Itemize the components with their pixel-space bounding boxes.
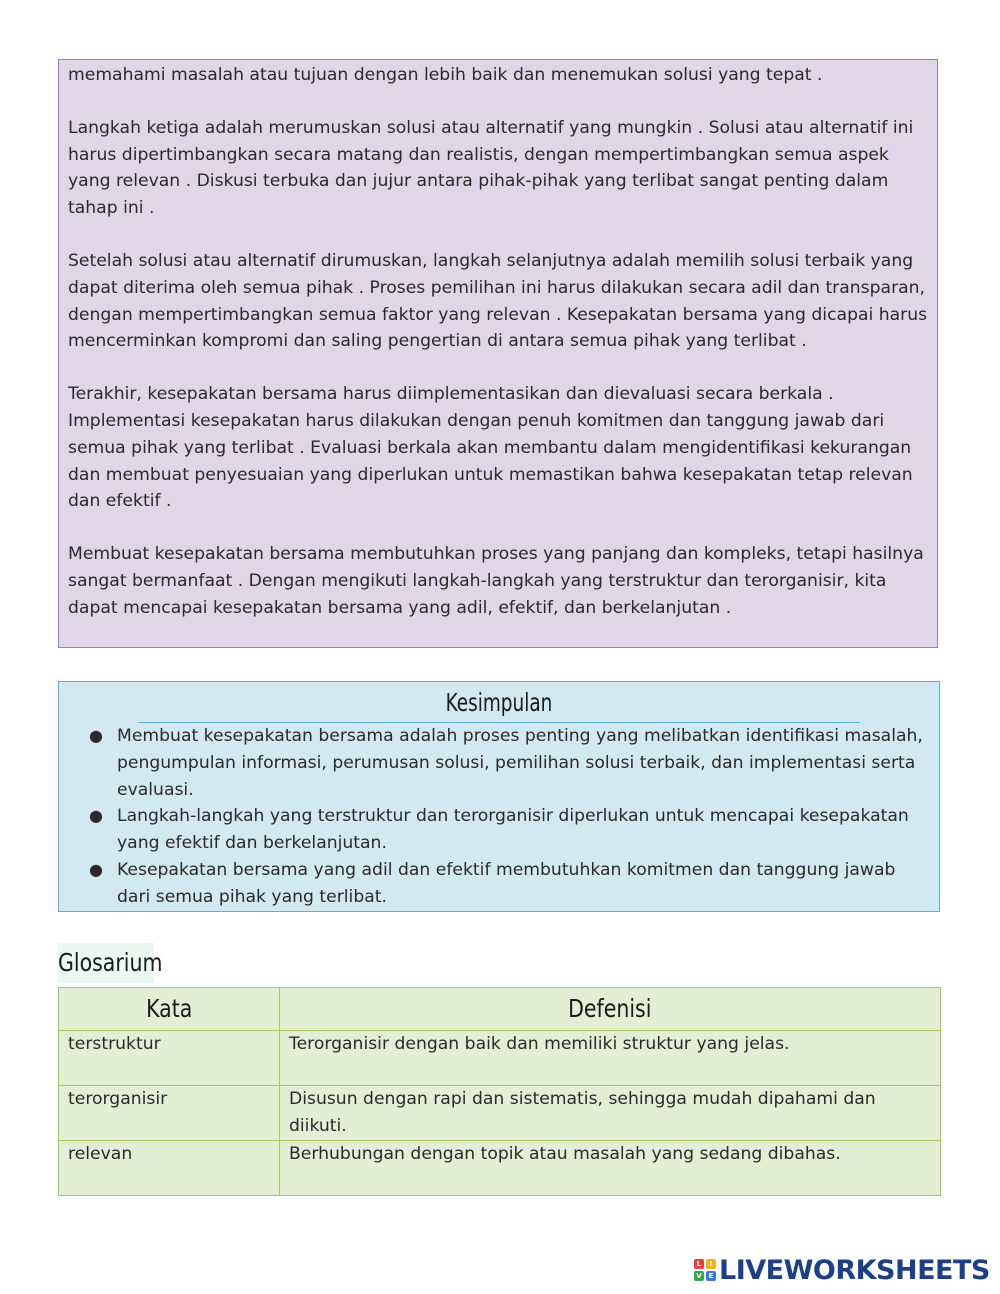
table-row: [59, 1031, 941, 1086]
paragraph-3: Setelah solusi atau alternatif dirumuskan, langkah selanjutnya adalah memilih solusi terbaik yang dapat diterima oleh semua pihak . Proses pemilihan ini harus dilakukan secara adil dan transparan, dengan mempertimbangkan semua faktor yang relevan . Kesepakatan bersama yang dicapai harus mencerminkan kompromi dan saling pengertian di antara semua pihak yang terlibat .: [68, 250, 928, 352]
cell-defenisi: Disusun dengan rapi dan sistematis, sehingga mudah dipahami dan diikuti.: [280, 1086, 941, 1141]
kesimpulan-list: [59, 723, 939, 911]
logo-mark-tile: V: [694, 1271, 704, 1281]
cell-kata: relevan: [59, 1141, 280, 1196]
paragraph-2: Langkah ketiga adalah merumuskan solusi atau alternatif yang mungkin . Solusi atau alternatif ini harus dipertimbangkan secara matang dan realistis, dengan mempertimbangkan semua aspek yang relevan . Diskusi terbuka dan jujur antara pihak-pihak yang terlibat sangat penting dalam tahap ini .: [68, 117, 914, 219]
logo-text: LIVEWORKSHEETS: [719, 1254, 990, 1286]
table-header-row: [59, 988, 941, 1031]
logo-mark-tile: I: [706, 1259, 716, 1269]
bullet-icon: ●: [89, 806, 103, 826]
logo-mark-tile: L: [694, 1259, 704, 1269]
paragraph-1: memahami masalah atau tujuan dengan lebih baik dan menemukan solusi yang tepat .: [68, 65, 823, 85]
table-row: [59, 1141, 941, 1196]
cell-defenisi: Terorganisir dengan baik dan memiliki struktur yang jelas.: [280, 1031, 941, 1086]
kesimpulan-item-text: Kesepakatan bersama yang adil dan efektif membutuhkan komitmen dan tanggung jawab dari semua pihak yang terlibat.: [117, 859, 896, 907]
kesimpulan-item: [59, 723, 939, 803]
main-text-box: [58, 59, 938, 648]
kesimpulan-box: [58, 681, 940, 912]
bullet-icon: ●: [89, 859, 103, 879]
cell-kata: terstruktur: [59, 1031, 280, 1086]
table-row: [59, 1086, 941, 1141]
liveworksheets-logo[interactable]: [694, 1255, 990, 1285]
kesimpulan-item-text: Langkah-langkah yang terstruktur dan terorganisir diperlukan untuk mencapai kesepakatan yang efektif dan berkelanjutan.: [117, 806, 909, 854]
cell-defenisi: Berhubungan dengan topik atau masalah yang sedang dibahas.: [280, 1141, 941, 1196]
kesimpulan-item: [59, 803, 939, 857]
kesimpulan-item-text: Membuat kesepakatan bersama adalah proses penting yang melibatkan identifikasi masalah, pengumpulan informasi, perumusan solusi, pemilihan solusi terbaik, dan implementasi serta evaluasi.: [117, 726, 923, 800]
glosarium-table: [58, 987, 941, 1196]
header-defenisi: Defenisi: [280, 988, 941, 1031]
glosarium-heading: [58, 943, 163, 983]
bullet-icon: ●: [89, 726, 103, 745]
paragraph-4: Terakhir, kesepakatan bersama harus diimplementasikan dan dievaluasi secara berkala . Implementasi kesepakatan harus dilakukan dengan penuh komitmen dan tanggung jawab dari semua pihak yang terlibat . Evaluasi berkala akan membantu dalam mengidentifikasi kekurangan dan membuat penyesuaian yang diperlukan untuk memastikan bahwa kesepakatan tetap relevan dan efektif .: [68, 384, 913, 512]
liveworksheets-logo-icon: [694, 1259, 716, 1281]
paragraph-5: Membuat kesepakatan bersama membutuhkan proses yang panjang dan kompleks, tetapi hasilnya sangat bermanfaat . Dengan mengikuti langkah-langkah yang terstruktur dan terorganisir, kita dapat mencapai kesepakatan bersama yang adil, efektif, dan berkelanjutan .: [68, 544, 924, 618]
logo-mark-tile: E: [706, 1271, 716, 1281]
kesimpulan-item: [59, 857, 939, 911]
cell-kata: terorganisir: [59, 1086, 280, 1141]
header-kata: Kata: [59, 988, 280, 1031]
glosarium-title: Glosarium: [58, 948, 163, 977]
kesimpulan-title: Kesimpulan: [138, 682, 860, 723]
